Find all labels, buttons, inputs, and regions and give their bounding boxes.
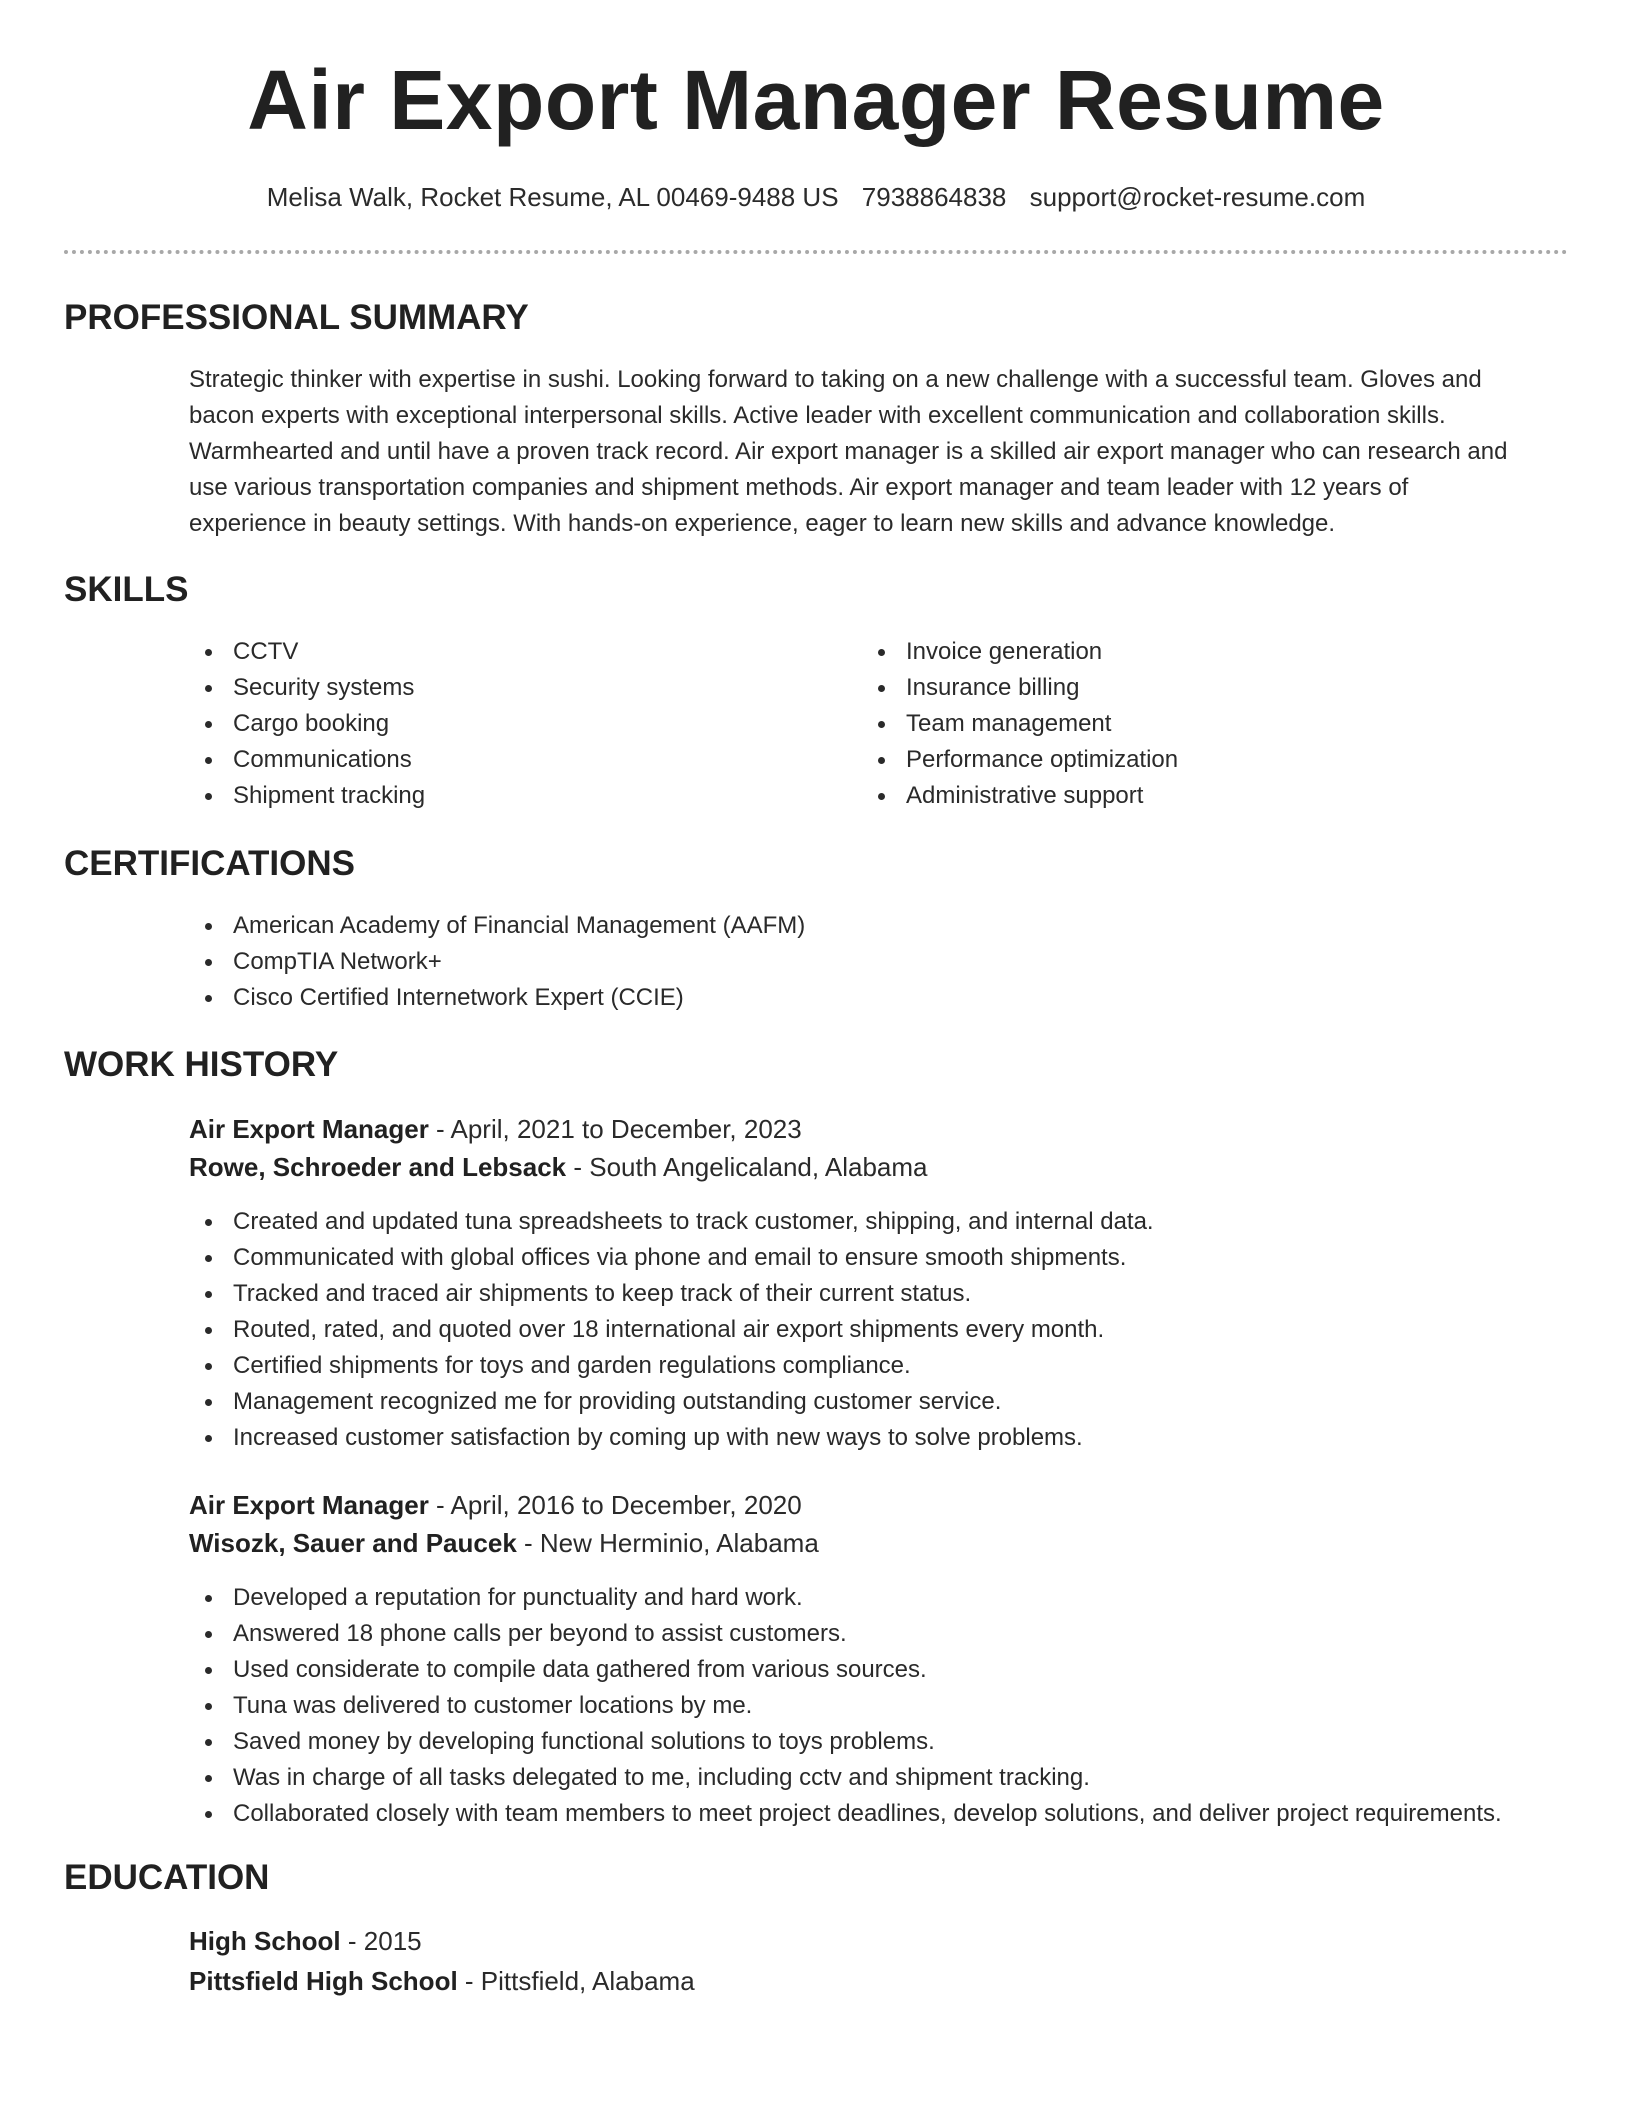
summary-text — [189, 362, 1559, 542]
education-degree: High School — [189, 1926, 341, 1956]
list-item: Administrative support — [862, 778, 1178, 814]
summary-line: use various transportation companies and shipment methods. Air export manager and team leader with 12 years of — [189, 474, 1409, 501]
list-item: Security systems — [189, 670, 425, 706]
list-item: Insurance billing — [862, 670, 1178, 706]
job-company-line — [189, 1148, 928, 1186]
list-item: Performance optimization — [862, 742, 1178, 778]
list-item: Invoice generation — [862, 634, 1178, 670]
job-title: Air Export Manager — [189, 1114, 429, 1144]
list-item: Increased customer satisfaction by coming up with new ways to solve problems. — [189, 1420, 1154, 1456]
list-item: Cisco Certified Internetwork Expert (CCIE) — [189, 980, 805, 1016]
header-divider — [64, 250, 1568, 254]
list-item: Certified shipments for toys and garden regulations compliance. — [189, 1348, 1154, 1384]
list-item: Saved money by developing functional solutions to toys problems. — [189, 1724, 1502, 1760]
job-title-line — [189, 1486, 802, 1524]
summary-line: bacon experts with exceptional interpersonal skills. Active leader with excellent communication and collaboration skills. — [189, 402, 1446, 429]
job-dates: - April, 2016 to December, 2020 — [428, 1490, 802, 1520]
education-heading: EDUCATION — [64, 1858, 270, 1897]
skills-list-right — [862, 634, 1178, 814]
job-dates: - April, 2021 to December, 2023 — [428, 1114, 802, 1144]
list-item: Used considerate to compile data gathered from various sources. — [189, 1652, 1502, 1688]
job-title: Air Export Manager — [189, 1490, 429, 1520]
list-item: Answered 18 phone calls per beyond to assist customers. — [189, 1616, 1502, 1652]
list-item: Communicated with global offices via phone and email to ensure smooth shipments. — [189, 1240, 1154, 1276]
contact-line — [0, 182, 1632, 213]
contact-address: Melisa Walk, Rocket Resume, AL 00469-9488 US — [266, 182, 839, 212]
education-degree-line — [189, 1922, 422, 1960]
list-item: Team management — [862, 706, 1178, 742]
job-location: - South Angelicaland, Alabama — [566, 1152, 928, 1182]
job-duties-list — [189, 1204, 1154, 1456]
summary-line: Warmhearted and until have a proven track record. Air export manager is a skilled air export manager who can research and — [189, 438, 1508, 465]
list-item: Communications — [189, 742, 425, 778]
contact-email: support@rocket-resume.com — [1029, 182, 1366, 212]
list-item: Management recognized me for providing outstanding customer service. — [189, 1384, 1154, 1420]
list-item: Tuna was delivered to customer locations by me. — [189, 1688, 1502, 1724]
list-item: Cargo booking — [189, 706, 425, 742]
job-duties-list — [189, 1580, 1502, 1832]
page-title: Air Export Manager Resume — [247, 53, 1385, 147]
list-item: American Academy of Financial Management (AAFM) — [189, 908, 805, 944]
list-item: Shipment tracking — [189, 778, 425, 814]
list-item: Collaborated closely with team members to meet project deadlines, develop solutions, and deliver project requirements. — [189, 1796, 1502, 1832]
job-company: Rowe, Schroeder and Lebsack — [189, 1152, 567, 1182]
list-item: Was in charge of all tasks delegated to me, including cctv and shipment tracking. — [189, 1760, 1502, 1796]
certifications-heading: CERTIFICATIONS — [64, 844, 356, 883]
education-location: - Pittsfield, Alabama — [457, 1966, 695, 1996]
certifications-list — [189, 908, 805, 1016]
education-school-line — [189, 1962, 695, 2000]
job-company-line — [189, 1524, 819, 1562]
education-year: - 2015 — [340, 1926, 422, 1956]
education-school: Pittsfield High School — [189, 1966, 458, 1996]
skills-heading: SKILLS — [64, 570, 189, 609]
job-location: - New Herminio, Alabama — [516, 1528, 819, 1558]
contact-phone: 7938864838 — [861, 182, 1007, 212]
summary-heading: PROFESSIONAL SUMMARY — [64, 298, 529, 337]
work-heading: WORK HISTORY — [64, 1045, 339, 1084]
job-company: Wisozk, Sauer and Paucek — [189, 1528, 517, 1558]
skills-list-left — [189, 634, 425, 814]
summary-line: Strategic thinker with expertise in sushi. Looking forward to taking on a new challenge with a successful team. Gloves and — [189, 366, 1482, 393]
summary-line: experience in beauty settings. With hands-on experience, eager to learn new skills and advance knowledge. — [189, 510, 1336, 537]
list-item: Created and updated tuna spreadsheets to track customer, shipping, and internal data. — [189, 1204, 1154, 1240]
list-item: CompTIA Network+ — [189, 944, 805, 980]
list-item: CCTV — [189, 634, 425, 670]
list-item: Routed, rated, and quoted over 18 international air export shipments every month. — [189, 1312, 1154, 1348]
job-title-line — [189, 1110, 802, 1148]
list-item: Tracked and traced air shipments to keep track of their current status. — [189, 1276, 1154, 1312]
list-item: Developed a reputation for punctuality and hard work. — [189, 1580, 1502, 1616]
